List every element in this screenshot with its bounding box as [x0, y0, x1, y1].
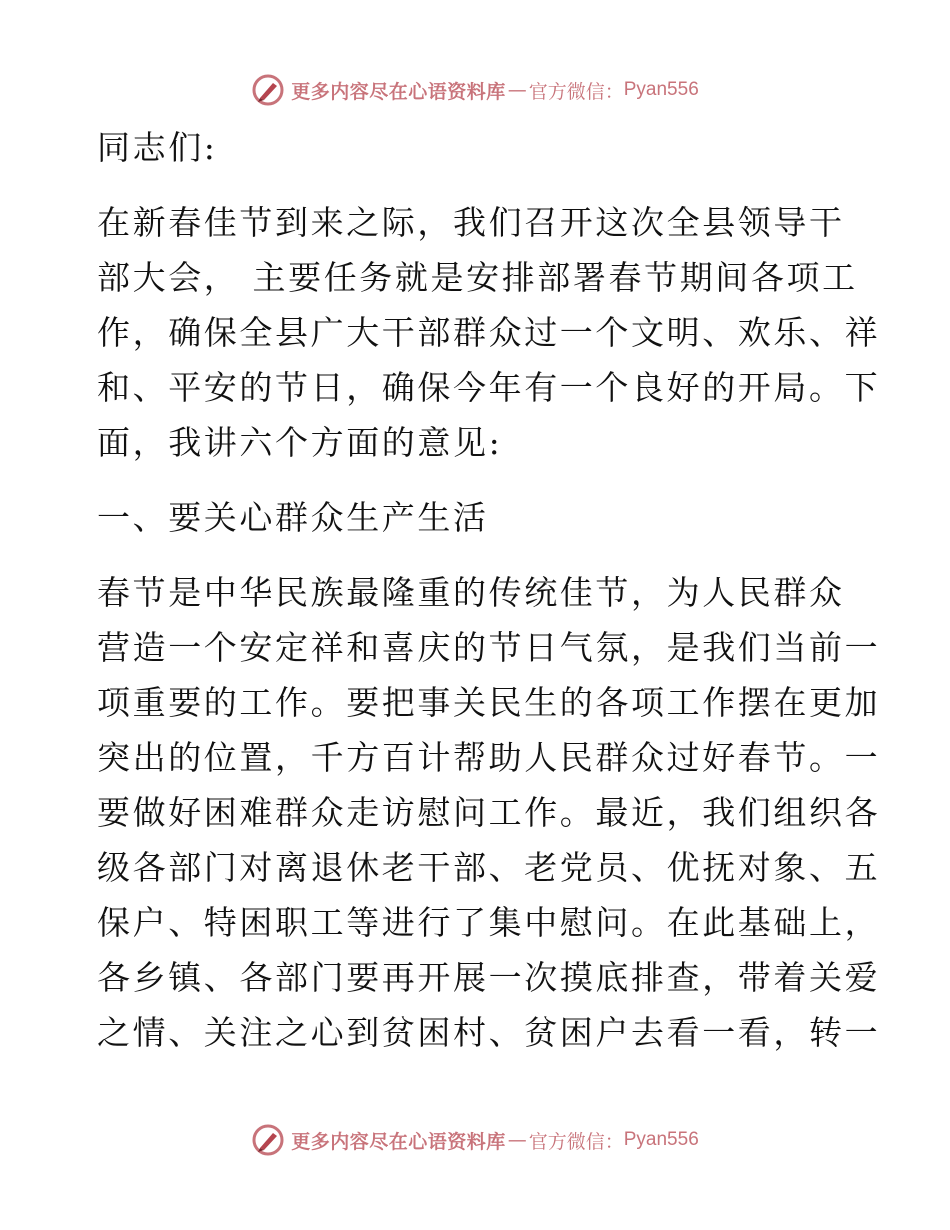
banner-text: 更多内容尽在心语资料库 [291, 1130, 506, 1153]
paragraph-line: 春节是中华民族最隆重的传统佳节，为人民群众 [97, 573, 845, 612]
paragraph-line: 级各部门对离退休老干部、老党员、优抚对象、五 [97, 848, 881, 887]
salutation: 同志们: [97, 128, 218, 167]
banner-wechat-id: Pyan556 [623, 79, 699, 100]
paragraph-line: 保户、特困职工等进行了集中慰问。在此基础上， [97, 903, 881, 942]
paragraph-line: 营造一个安定祥和喜庆的节日气氛，是我们当前一 [97, 628, 881, 667]
paragraph-line: 之情、关注之心到贫困村、贫困户去看一看，转一 [97, 1013, 881, 1052]
banner-text: 更多内容尽在心语资料库 [291, 80, 506, 103]
paragraph-line: 项重要的工作。要把事关民生的各项工作摆在更加 [97, 683, 881, 722]
paragraph-line: 面，我讲六个方面的意见: [97, 423, 503, 462]
section-heading: 一、要关心群众生产生活 [97, 498, 489, 537]
banner-wechat-id: Pyan556 [623, 1129, 699, 1150]
header-banner [0, 68, 950, 112]
banner-wechat-label: 官方微信： [528, 80, 624, 103]
paragraph-2 [97, 565, 881, 1060]
paragraph-line: 突出的位置，千方百计帮助人民群众过好春节。一 [97, 738, 881, 777]
banner-separator: — [507, 79, 527, 101]
pen-logo-icon [251, 1123, 285, 1157]
paragraph-line: 要做好困难群众走访慰问工作。最近，我们组织各 [97, 793, 881, 832]
paragraph-line: 各乡镇、各部门要再开展一次摸底排查，带着关爱 [97, 958, 881, 997]
banner-wechat-label: 官方微信： [528, 1130, 624, 1153]
paragraph-line: 在新春佳节到来之际，我们召开这次全县领导干 [97, 203, 845, 242]
document-body [97, 120, 881, 1060]
banner-separator: — [507, 1129, 527, 1151]
paragraph-line: 和、平安的节日，确保今年有一个良好的开局。下 [97, 368, 881, 407]
paragraph-line: 作，确保全县广大干部群众过一个文明、欢乐、祥 [97, 313, 881, 352]
footer-banner [0, 1118, 950, 1162]
pen-logo-icon [251, 73, 285, 107]
paragraph-line: 部大会， 主要任务就是安排部署春节期间各项工 [97, 258, 858, 297]
paragraph-1 [97, 195, 881, 470]
